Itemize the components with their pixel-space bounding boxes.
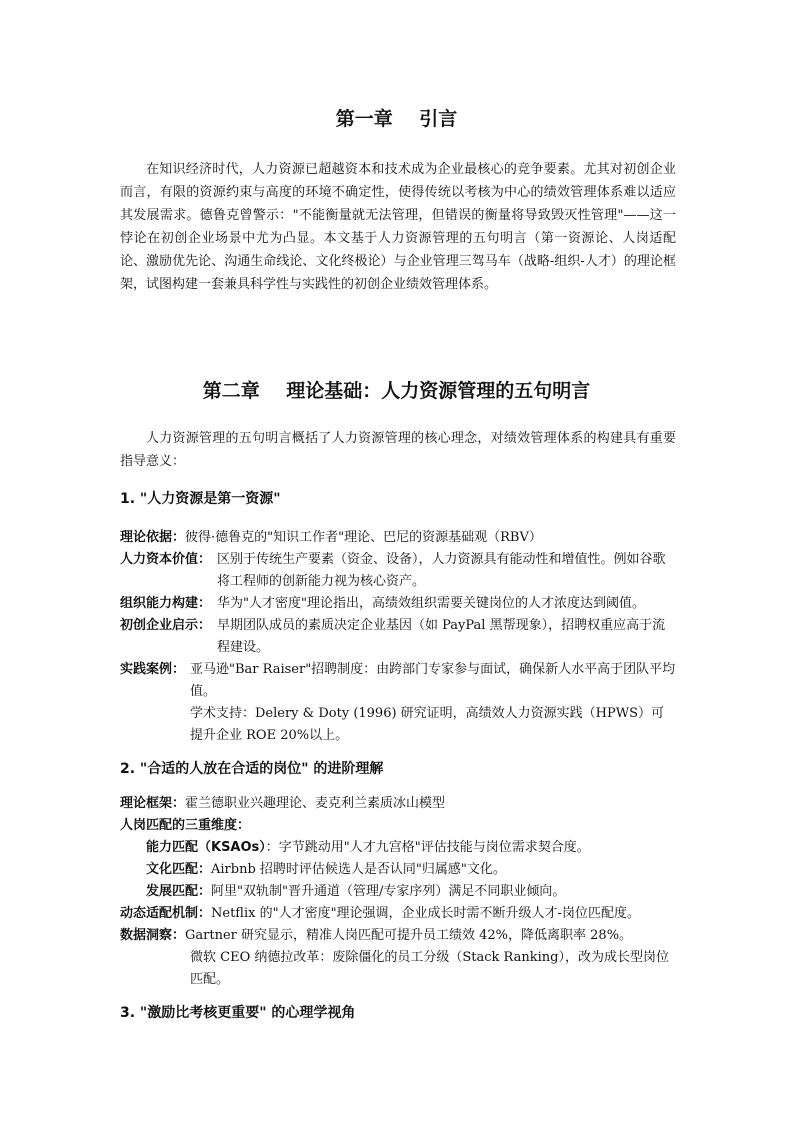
s2-dims-label: 人岗匹配的三重维度： (120, 818, 251, 833)
s2-dev-item (146, 881, 676, 903)
s1-startup-text: 早期团队成员的素质决定企业基因（如 PayPal 黑帮现象），招聘权重应高于流程建设。 (217, 618, 666, 655)
s2-ability-item (146, 837, 676, 859)
section2-heading: 2. "合适的人放在合适的岗位" 的进阶理解 (120, 761, 384, 777)
s2-ms-text: 微软 CEO 纳德拉改革：废除僵化的员工分级（Stack Ranking），改为成长型岗位匹配。 (190, 950, 669, 987)
s2-culture-label: 文化匹配： (146, 862, 212, 877)
s2-data-item (120, 925, 676, 947)
s2-framework-item (120, 793, 676, 815)
s2-dyn-label: 动态适配机制： (120, 906, 212, 921)
chapter2-title: 第二章 理论基础：人力资源管理的五句明言 (202, 380, 591, 402)
s2-ability-label: 能力匹配（KSAOs） (146, 840, 266, 855)
s2-dev-label: 发展匹配： (146, 884, 212, 899)
chapter1-paragraph: 在知识经济时代，人力资源已超越资本和技术成为企业最核心的竞争要素。尤其对初创企业而言，有限的资源约束与高度的环境不确定性，使得传统以考核为中心的绩效管理体系难以适应其发展需求。德鲁克曾警示："不能衡量就无法管理，但错误的衡量将导致毁灭性管理"——这一悖论在初创企业场景中尤为凸显。本文基于人力资源管理的五句明言（第一资源论、人岗适配论、激励优先论、沟通生命线论、文化终极论）与企业管理三驾马车（战略-组织-人才）的理论框架，试图构建一套兼具科学性与实践性的初创企业绩效管理体系。 (120, 162, 676, 292)
s1-theory-text: 彼得·德鲁克的"知识工作者"理论、巴尼的资源基础观（RBV） (185, 530, 542, 545)
s1-startup-label: 初创企业启示： (120, 618, 212, 633)
s1-case-label: 实践案例： (120, 662, 186, 677)
s1-capital-text: 区别于传统生产要素（资金、设备），人力资源具有能动性和增值性。例如谷歌将工程师的创新能力视为核心资产。 (217, 552, 666, 589)
s2-culture-text: Airbnb 招聘时评估候选人是否认同"归属感"文化。 (211, 862, 506, 877)
s1-theory-label: 理论依据： (120, 530, 186, 545)
s2-dyn-item (120, 903, 676, 925)
s2-dyn-text: Netflix 的"人才密度"理论强调，企业成长时需不断升级人才-岗位匹配度。 (211, 906, 640, 921)
chapter2-intro: 人力资源管理的五句明言概括了人力资源管理的核心理念，对绩效管理体系的构建具有重要指导意义： (120, 431, 676, 469)
s1-theory-item (120, 527, 676, 549)
s1-org-text: 华为"人才密度"理论指出，高绩效组织需要关键岗位的人才浓度达到阈值。 (217, 596, 645, 611)
s1-org-label: 组织能力构建： (120, 596, 212, 611)
s2-data-text: Gartner 研究显示，精准人岗匹配可提升员工绩效 42%，降低离职率 28%。 (185, 928, 633, 943)
chapter1-title: 第一章 引言 (335, 108, 458, 130)
s2-dev-text: 阿里"双轨制"晋升通道（管理/专家序列）满足不同职业倾向。 (211, 884, 566, 899)
s2-framework-text: 霍兰德职业兴趣理论、麦克利兰素质冰山模型 (185, 796, 446, 811)
s1-case-text: 亚马逊"Bar Raiser"招聘制度：由跨部门专家参与面试，确保新人水平高于团队平均值。 (190, 662, 676, 699)
s1-capital-label: 人力资本价值： (120, 552, 212, 567)
s2-culture-item (146, 859, 676, 881)
s1-support-text: 学术支持：Delery & Doty (1996) 研究证明，高绩效人力资源实践（HPWS）可提升企业 ROE 20%以上。 (190, 706, 665, 743)
s2-data-label: 数据洞察： (120, 928, 186, 943)
s2-ability-text: ：字节跳动用"人才九宫格"评估技能与岗位需求契合度。 (265, 840, 590, 855)
section3-heading: 3. "激励比考核更重要" 的心理学视角 (120, 1005, 356, 1021)
section1-heading: 1. "人力资源是第一资源" (120, 491, 281, 507)
s2-framework-label: 理论框架： (120, 796, 186, 811)
